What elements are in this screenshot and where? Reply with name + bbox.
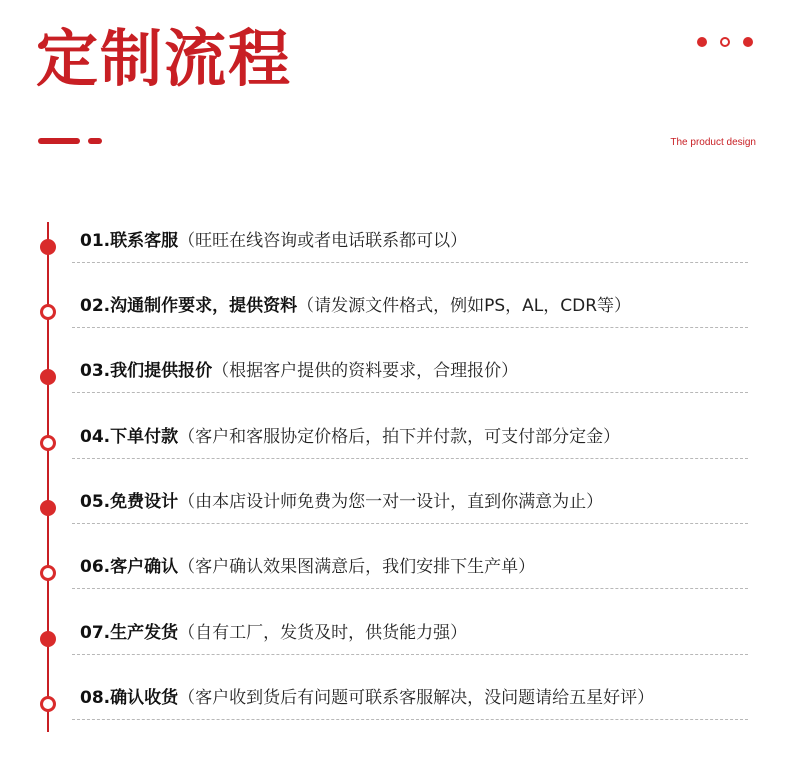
step-item-08	[0, 684, 790, 744]
step-description: （旺旺在线咨询或者电话联系都可以）	[178, 231, 468, 251]
step-filled-dot-icon	[40, 369, 56, 385]
step-title: 06.客户确认	[80, 557, 179, 577]
step-text	[80, 292, 631, 320]
step-text	[80, 227, 467, 255]
step-ring-dot-icon	[40, 435, 56, 451]
step-title: 07.生产发货	[80, 623, 179, 643]
step-text	[80, 423, 620, 451]
step-description: （根据客户提供的资料要求，合理报价）	[212, 361, 519, 381]
step-item-01	[0, 227, 790, 287]
step-description: （由本店设计师免费为您一对一设计，直到你满意为止）	[178, 492, 604, 512]
step-title: 03.我们提供报价	[80, 361, 213, 381]
title-underline-pill	[88, 138, 102, 144]
ring-dot-icon	[720, 37, 730, 47]
dot-icon	[743, 37, 753, 47]
step-title: 08.确认收货	[80, 688, 179, 708]
step-title: 04.下单付款	[80, 427, 179, 447]
step-title: 02.沟通制作要求，提供资料	[80, 296, 298, 316]
step-title: 01.联系客服	[80, 231, 179, 251]
step-item-04	[0, 423, 790, 483]
step-filled-dot-icon	[40, 500, 56, 516]
step-item-02	[0, 292, 790, 352]
dashed-divider	[72, 392, 748, 393]
step-text	[80, 684, 654, 712]
decorative-dots	[697, 37, 757, 47]
step-description: （客户和客服协定价格后，拍下并付款，可支付部分定金）	[178, 427, 621, 447]
step-description: （客户收到货后有问题可联系客服解决，没问题请给五星好评）	[178, 688, 655, 708]
step-filled-dot-icon	[40, 239, 56, 255]
page-title: 定制流程	[36, 22, 293, 95]
step-item-06	[0, 553, 790, 613]
page-subtitle: The product design	[670, 137, 756, 148]
step-text	[80, 553, 535, 581]
step-ring-dot-icon	[40, 304, 56, 320]
dashed-divider	[72, 523, 748, 524]
step-filled-dot-icon	[40, 631, 56, 647]
dashed-divider	[72, 654, 748, 655]
title-underline-bar	[38, 138, 80, 144]
step-item-05	[0, 488, 790, 548]
step-description: （请发源文件格式，例如PS，AL，CDR等）	[297, 296, 632, 316]
step-item-07	[0, 619, 790, 679]
step-text	[80, 619, 467, 647]
step-description: （自有工厂，发货及时，供货能力强）	[178, 623, 468, 643]
dashed-divider	[72, 262, 748, 263]
dashed-divider	[72, 719, 748, 720]
step-item-03	[0, 357, 790, 417]
step-title: 05.免费设计	[80, 492, 179, 512]
step-ring-dot-icon	[40, 565, 56, 581]
dashed-divider	[72, 588, 748, 589]
step-text	[80, 488, 603, 516]
step-text	[80, 357, 518, 385]
step-description: （客户确认效果图满意后，我们安排下生产单）	[178, 557, 536, 577]
dashed-divider	[72, 458, 748, 459]
dot-icon	[697, 37, 707, 47]
dashed-divider	[72, 327, 748, 328]
step-ring-dot-icon	[40, 696, 56, 712]
